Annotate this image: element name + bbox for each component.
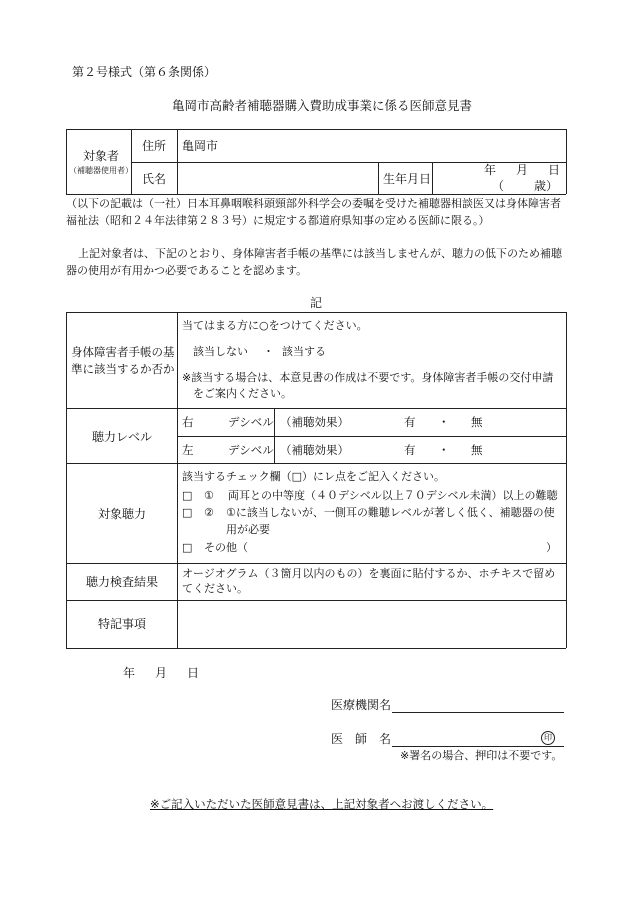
disability-instruction: 当てはまる方に○をつけてください。 (182, 319, 368, 332)
page-title: 亀岡市高齢者補聴器購入費助成事業に係る医師意見書 (172, 98, 473, 113)
doctor-label: 医 師 名 (331, 732, 392, 746)
item-1-number: ① (204, 489, 214, 502)
birth-month: 月 (516, 163, 529, 177)
date-month: 月 (155, 666, 168, 680)
left-ear-label: 左 (182, 443, 194, 457)
right-effect-yes[interactable]: 有 (404, 415, 416, 429)
item-2-text-cont: 用が必要 (226, 523, 270, 536)
hearing-level-label: 聴力レベル (92, 430, 153, 444)
left-effect-label: （補聴効果） (280, 443, 349, 457)
item-3-text: その他（ (204, 541, 248, 554)
doctor-field[interactable] (392, 746, 564, 747)
statement-line-2: 器の使用が有用かつ必要であることを認めます。 (66, 264, 308, 277)
left-effect-dot: ・ (438, 443, 450, 457)
birth-day: 日 (548, 163, 561, 177)
exam-result-line-2: てください。 (182, 582, 248, 595)
ki-heading: 記 (310, 296, 323, 310)
birthdate-label: 生年月日 (383, 172, 432, 186)
exam-result-line-1: オージオグラム（３箇月以内のもの）を裏面に貼付するか、ホチキスで留め (182, 567, 556, 580)
right-ear-label: 右 (182, 415, 194, 429)
disability-label-line-2: 準に該当するか否か (71, 362, 175, 376)
right-effect-label: （補聴効果） (280, 415, 349, 429)
subject-label: 対象者 (83, 149, 120, 163)
institution-label: 医療機関名 (331, 698, 392, 712)
form-number: 第２号様式（第６条関係） (72, 65, 217, 79)
option-separator: ・ (263, 345, 274, 358)
target-hearing-instruction: 該当するチェック欄（□）にレ点をご記入ください。 (182, 470, 446, 483)
qualification-note-line-2: 福祉法（昭和２４年法律第２８３号）に規定する都道府県知事の定める医師に限る。） (66, 214, 490, 227)
left-effect-no[interactable]: 無 (471, 443, 483, 457)
option-applicable[interactable]: 該当する (282, 345, 326, 358)
item-2-text: ①に該当しないが、一側耳の難聴レベルが著しく低く、補聴器の使 (226, 506, 555, 519)
checkbox-3[interactable]: □ (182, 541, 193, 554)
age-close: 歳） (534, 179, 559, 193)
right-unit: デシベル (228, 415, 274, 429)
disability-label-line-1: 身体障害者手帳の基 (71, 345, 175, 359)
qualification-note-line-1: （以下の記載は（一社）日本耳鼻咽喉科頭頸部外科学会の委嘱を受けた補聴器相談医又は身体障害者 (66, 197, 561, 210)
address-label: 住所 (142, 139, 167, 153)
footer-note: ※ご記入いただいた医師意見書は、上記対象者へお渡しください。 (150, 797, 494, 811)
name-label: 氏名 (142, 172, 167, 186)
birth-year: 年 (484, 163, 497, 177)
disability-note-line-1: ※該当する場合は、本意見書の作成は不要です。身体障害者手帳の交付申請 (182, 371, 554, 384)
item-1-text: 両耳との中等度（４０デシベル以上７０デシベル未満）以上の難聴 (228, 489, 558, 502)
statement-line-1: 上記対象者は、下記のとおり、身体障害者手帳の基準には該当しませんが、聴力の低下のため補聴 (78, 247, 562, 260)
remarks-label: 特記事項 (98, 617, 147, 631)
remarks-field[interactable] (178, 601, 565, 647)
right-effect-dot: ・ (438, 415, 450, 429)
address-field[interactable]: 亀岡市 (182, 139, 219, 153)
right-effect-no[interactable]: 無 (471, 415, 483, 429)
left-effect-yes[interactable]: 有 (404, 443, 416, 457)
age-open: （ (492, 179, 505, 193)
exam-result-label: 聴力検査結果 (86, 575, 159, 589)
option-not-applicable[interactable]: 該当しない (193, 345, 248, 358)
left-unit: デシベル (228, 443, 274, 457)
item-2-number: ② (204, 506, 214, 519)
disability-note-line-2: をご案内ください。 (193, 387, 292, 400)
institution-field[interactable] (392, 712, 564, 713)
seal-mark: 印 (541, 731, 555, 745)
item-3-close: ） (546, 541, 557, 554)
checkbox-1[interactable]: □ (182, 489, 193, 502)
signature-note: ※署名の場合、押印は不要です。 (400, 749, 563, 762)
target-hearing-label: 対象聴力 (98, 507, 147, 521)
subject-sublabel: （補聴器使用者） (69, 166, 133, 175)
date-day: 日 (187, 666, 200, 680)
date-year: 年 (123, 666, 136, 680)
checkbox-2[interactable]: □ (182, 506, 193, 519)
